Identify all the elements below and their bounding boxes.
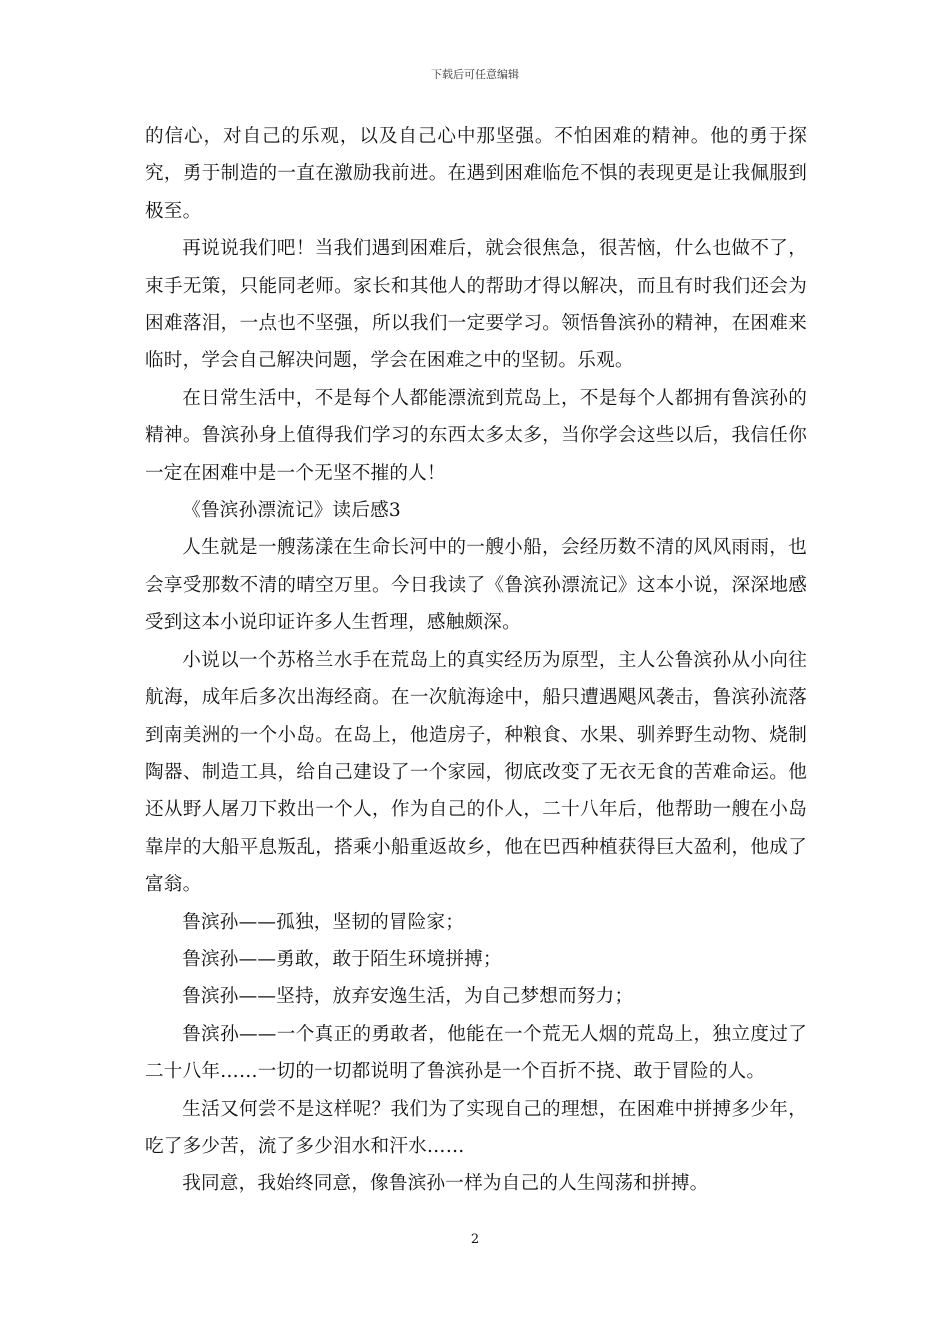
paragraph: 鲁滨孙——孤独，坚韧的冒险家；	[182, 911, 465, 933]
paragraph: 人生就是一艘荡漾在生命长河中的一艘小船，会经历数不清的风风雨雨，也会享受那数不清的晴空万里。今日我读了《鲁滨孙漂流记》这本小说，深深地感受到这本小说印证许多人生哲理，感触颇深。	[145, 537, 807, 634]
section-heading: 《鲁滨孙漂流记》读后感3	[182, 500, 401, 522]
paragraph: 再说说我们吧！当我们遇到困难后，就会很焦急，很苦恼，什么也做不了，束手无策，只能同老师。家长和其他人的帮助才得以解决，而且有时我们还会为困难落泪，一点也不坚强，所以我们一定要学习。领悟鲁滨孙的精神，在困难来临时，学会自己解决问题，学会在困难之中的坚韧。乐观。	[145, 238, 807, 372]
paragraph: 我同意，我始终同意，像鲁滨孙一样为自己的人生闯荡和拼搏。	[182, 1173, 709, 1195]
paragraph-continuation: 的信心，对自己的乐观，以及自己心中那坚强。不怕困难的精神。他的勇于探究，勇于制造的一直在激励我前进。在遇到困难临危不惧的表现更是让我佩服到极至。	[145, 126, 807, 222]
paragraph: 小说以一个苏格兰水手在荒岛上的真实经历为原型，主人公鲁滨孙从小向往航海，成年后多次出海经商。在一次航海途中，船只遭遇飓风袭击，鲁滨孙流落到南美洲的一个小岛。在岛上，他造房子，种粮食、水果、驯养野生动物、烧制陶器、制造工具，给自己建设了一个家园，彻底改变了无衣无食的苦难命运。他还从野人屠刀下救出一个人，作为自己的仆人，二十八年后，他帮助一艘在小岛靠岸的大船平息叛乱，搭乘小船重返故乡，他在巴西种植获得巨大盈利，他成了富翁。	[145, 649, 807, 896]
paragraph: 鲁滨孙——坚持，放弃安逸生活，为自己梦想而努力；	[182, 986, 634, 1008]
page-number: 2	[470, 1232, 480, 1247]
document-body	[145, 118, 807, 1203]
page-header: 下载后可任意编辑	[431, 68, 519, 81]
paragraph: 鲁滨孙——勇敢，敢于陌生环境拼搏；	[182, 948, 502, 970]
paragraph: 在日常生活中，不是每个人都能漂流到荒岛上，不是每个人都拥有鲁滨孙的精神。鲁滨孙身上值得我们学习的东西太多太多，当你学会这些以后，我信任你一定在困难中是一个无坚不摧的人！	[145, 387, 807, 484]
paragraph: 生活又何尝不是这样呢？我们为了实现自己的理想，在困难中拼搏多少年，吃了多少苦，流了多少泪水和汗水……	[145, 1098, 807, 1157]
paragraph: 鲁滨孙——一个真正的勇敢者，他能在一个荒无人烟的荒岛上，独立度过了二十八年……一切的一切都说明了鲁滨孙是一个百折不挠、敢于冒险的人。	[145, 1023, 807, 1083]
